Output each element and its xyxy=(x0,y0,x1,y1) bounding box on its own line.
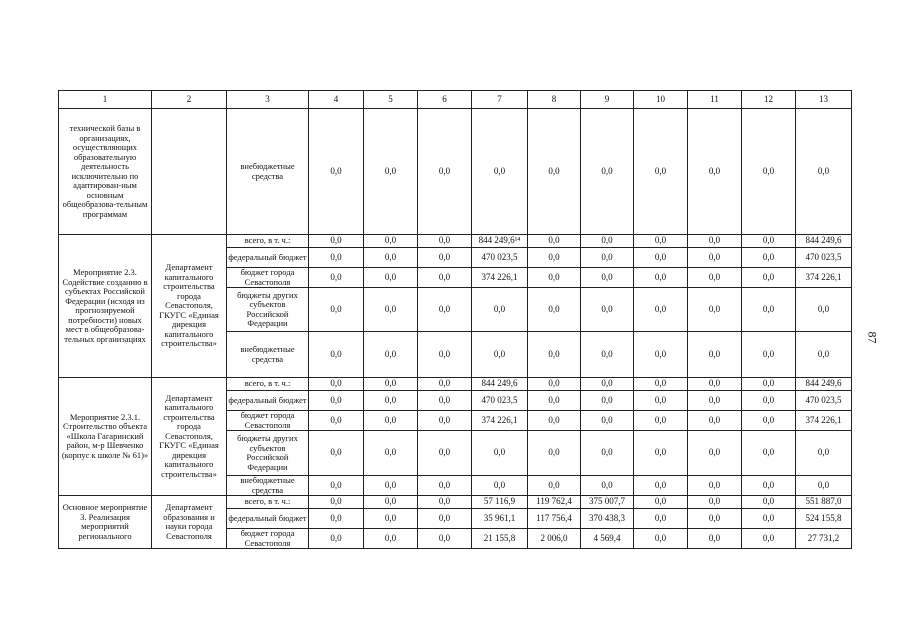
value-cell: 0,0 xyxy=(634,248,688,268)
value-cell: 844 249,6 xyxy=(796,378,852,391)
value-cell: 0,0 xyxy=(634,288,688,332)
header-cell: 10 xyxy=(634,91,688,109)
value-cell: 0,0 xyxy=(418,496,472,509)
header-cell: 11 xyxy=(688,91,742,109)
value-cell: 0,0 xyxy=(581,248,634,268)
value-cell: 0,0 xyxy=(796,431,852,476)
funding-source-cell: бюджет города Севастополя xyxy=(227,529,309,549)
value-cell: 0,0 xyxy=(634,391,688,411)
value-cell: 844 249,6¹⁴ xyxy=(472,235,528,248)
value-cell: 470 023,5 xyxy=(796,248,852,268)
funding-source-cell: федеральный бюджет xyxy=(227,391,309,411)
value-cell: 0,0 xyxy=(364,476,418,496)
value-cell: 470 023,5 xyxy=(796,391,852,411)
value-cell: 524 155,8 xyxy=(796,509,852,529)
table-row xyxy=(59,378,852,391)
table-row xyxy=(59,235,852,248)
value-cell: 0,0 xyxy=(472,332,528,378)
funding-source-cell: всего, в т. ч.: xyxy=(227,235,309,248)
value-cell: 0,0 xyxy=(688,476,742,496)
value-cell: 0,0 xyxy=(688,288,742,332)
value-cell: 0,0 xyxy=(364,288,418,332)
funding-source-cell: внебюджетные средства xyxy=(227,332,309,378)
value-cell: 0,0 xyxy=(364,268,418,288)
value-cell: 0,0 xyxy=(418,288,472,332)
value-cell: 0,0 xyxy=(581,332,634,378)
value-cell: 0,0 xyxy=(581,288,634,332)
value-cell: 0,0 xyxy=(364,109,418,235)
value-cell: 0,0 xyxy=(528,476,581,496)
value-cell: 0,0 xyxy=(364,509,418,529)
value-cell: 0,0 xyxy=(688,509,742,529)
value-cell: 0,0 xyxy=(528,411,581,431)
value-cell: 0,0 xyxy=(528,288,581,332)
value-cell: 0,0 xyxy=(528,268,581,288)
value-cell: 0,0 xyxy=(418,332,472,378)
header-cell: 9 xyxy=(581,91,634,109)
value-cell: 470 023,5 xyxy=(472,248,528,268)
value-cell: 0,0 xyxy=(364,411,418,431)
funding-source-cell: всего, в т. ч.: xyxy=(227,496,309,509)
funding-source-cell: федеральный бюджет xyxy=(227,248,309,268)
page-number: 87 xyxy=(865,331,880,344)
value-cell: 0,0 xyxy=(309,248,364,268)
value-cell: 0,0 xyxy=(364,235,418,248)
table-row xyxy=(59,109,852,235)
value-cell: 0,0 xyxy=(309,529,364,549)
value-cell: 0,0 xyxy=(688,496,742,509)
value-cell: 0,0 xyxy=(688,248,742,268)
value-cell: 0,0 xyxy=(418,509,472,529)
value-cell: 374 226,1 xyxy=(472,411,528,431)
value-cell: 0,0 xyxy=(528,248,581,268)
header-cell: 8 xyxy=(528,91,581,109)
value-cell: 0,0 xyxy=(581,476,634,496)
value-cell: 0,0 xyxy=(418,431,472,476)
value-cell: 2 006,0 xyxy=(528,529,581,549)
value-cell: 844 249,6 xyxy=(796,235,852,248)
value-cell: 0,0 xyxy=(309,332,364,378)
value-cell: 0,0 xyxy=(528,109,581,235)
value-cell: 0,0 xyxy=(742,378,796,391)
value-cell: 0,0 xyxy=(742,391,796,411)
header-cell: 13 xyxy=(796,91,852,109)
value-cell: 0,0 xyxy=(528,332,581,378)
value-cell: 0,0 xyxy=(634,496,688,509)
value-cell: 0,0 xyxy=(581,378,634,391)
funding-source-cell: бюджеты других субъектов Российской Федерации xyxy=(227,431,309,476)
value-cell: 0,0 xyxy=(309,391,364,411)
value-cell: 0,0 xyxy=(418,268,472,288)
executor-cell: Департамент образования и науки города Севастополя xyxy=(152,496,227,549)
value-cell: 0,0 xyxy=(634,332,688,378)
value-cell: 375 007,7 xyxy=(581,496,634,509)
value-cell: 0,0 xyxy=(634,529,688,549)
value-cell: 0,0 xyxy=(472,431,528,476)
value-cell: 0,0 xyxy=(528,431,581,476)
value-cell: 0,0 xyxy=(742,529,796,549)
value-cell: 844 249,6 xyxy=(472,378,528,391)
value-cell: 117 756,4 xyxy=(528,509,581,529)
value-cell: 374 226,1 xyxy=(472,268,528,288)
value-cell: 0,0 xyxy=(634,378,688,391)
activity-name-cell: Основное мероприятие 3. Реализация мероприятий регионального xyxy=(59,496,152,549)
value-cell: 0,0 xyxy=(581,109,634,235)
value-cell: 0,0 xyxy=(634,268,688,288)
executor-cell: Департамент капитального строительства города Севастополя, ГКУГС «Единая дирекция капитального строительства» xyxy=(152,378,227,496)
value-cell: 0,0 xyxy=(742,288,796,332)
value-cell: 27 731,2 xyxy=(796,529,852,549)
value-cell: 0,0 xyxy=(309,109,364,235)
value-cell: 0,0 xyxy=(472,476,528,496)
header-cell: 4 xyxy=(309,91,364,109)
value-cell: 0,0 xyxy=(418,248,472,268)
value-cell: 0,0 xyxy=(581,411,634,431)
value-cell: 0,0 xyxy=(688,529,742,549)
value-cell: 21 155,8 xyxy=(472,529,528,549)
funding-source-cell: бюджеты других субъектов Российской Федерации xyxy=(227,288,309,332)
value-cell: 0,0 xyxy=(418,529,472,549)
value-cell: 551 887,0 xyxy=(796,496,852,509)
value-cell: 0,0 xyxy=(309,476,364,496)
value-cell: 35 961,1 xyxy=(472,509,528,529)
funding-source-cell: внебюджетные средства xyxy=(227,476,309,496)
value-cell: 0,0 xyxy=(688,332,742,378)
value-cell: 0,0 xyxy=(634,431,688,476)
value-cell: 0,0 xyxy=(309,431,364,476)
value-cell: 0,0 xyxy=(688,411,742,431)
value-cell: 0,0 xyxy=(472,109,528,235)
value-cell: 0,0 xyxy=(634,235,688,248)
value-cell: 0,0 xyxy=(742,235,796,248)
value-cell: 0,0 xyxy=(418,109,472,235)
value-cell: 0,0 xyxy=(309,411,364,431)
funding-source-cell: всего, в т. ч.: xyxy=(227,378,309,391)
value-cell: 374 226,1 xyxy=(796,411,852,431)
value-cell: 0,0 xyxy=(742,411,796,431)
value-cell: 0,0 xyxy=(581,391,634,411)
value-cell: 0,0 xyxy=(742,496,796,509)
value-cell: 0,0 xyxy=(634,109,688,235)
value-cell: 0,0 xyxy=(634,476,688,496)
executor-cell: Департамент капитального строительства города Севастополя, ГКУГС «Единая дирекция капитального строительства» xyxy=(152,235,227,378)
value-cell: 0,0 xyxy=(364,391,418,411)
value-cell: 0,0 xyxy=(418,235,472,248)
header-cell: 7 xyxy=(472,91,528,109)
value-cell: 0,0 xyxy=(796,288,852,332)
value-cell: 0,0 xyxy=(418,391,472,411)
value-cell: 0,0 xyxy=(418,378,472,391)
activity-name-cell: технической базы в организациях, осуществляющих образовательную деятельность исключительно по адаптирован-ным основным общеобразова-тельным программам xyxy=(59,109,152,235)
table-row xyxy=(59,496,852,509)
value-cell: 0,0 xyxy=(581,431,634,476)
value-cell: 119 762,4 xyxy=(528,496,581,509)
activity-name-cell: Мероприятие 2.3.1. Строительство объекта «Школа Гагаринский район, м-р Шевченко (корпус к школе № 61)» xyxy=(59,378,152,496)
value-cell: 374 226,1 xyxy=(796,268,852,288)
activity-name-cell: Мероприятие 2.3. Содействие созданию в субъектах Российской Федерации (исходя из прогнозируемой потребности) новых мест в общеобразова-тельных организациях xyxy=(59,235,152,378)
value-cell: 0,0 xyxy=(528,378,581,391)
value-cell: 0,0 xyxy=(742,476,796,496)
value-cell: 0,0 xyxy=(418,476,472,496)
value-cell: 0,0 xyxy=(688,268,742,288)
value-cell: 0,0 xyxy=(364,496,418,509)
value-cell: 0,0 xyxy=(688,378,742,391)
value-cell: 0,0 xyxy=(796,332,852,378)
value-cell: 0,0 xyxy=(309,268,364,288)
value-cell: 57 116,9 xyxy=(472,496,528,509)
value-cell: 370 438,3 xyxy=(581,509,634,529)
executor-cell xyxy=(152,109,227,235)
header-cell: 2 xyxy=(152,91,227,109)
value-cell: 0,0 xyxy=(309,496,364,509)
value-cell: 0,0 xyxy=(364,378,418,391)
value-cell: 0,0 xyxy=(742,431,796,476)
funding-source-cell: бюджет города Севастополя xyxy=(227,411,309,431)
funding-source-cell: внебюджетные средства xyxy=(227,109,309,235)
value-cell: 0,0 xyxy=(742,248,796,268)
value-cell: 0,0 xyxy=(742,268,796,288)
value-cell: 0,0 xyxy=(309,235,364,248)
value-cell: 0,0 xyxy=(309,288,364,332)
value-cell: 0,0 xyxy=(364,431,418,476)
value-cell: 0,0 xyxy=(581,268,634,288)
value-cell: 0,0 xyxy=(796,109,852,235)
value-cell: 0,0 xyxy=(528,235,581,248)
funding-source-cell: федеральный бюджет xyxy=(227,509,309,529)
value-cell: 0,0 xyxy=(688,431,742,476)
header-cell: 6 xyxy=(418,91,472,109)
value-cell: 0,0 xyxy=(364,332,418,378)
value-cell: 0,0 xyxy=(688,391,742,411)
budget-table xyxy=(58,90,852,549)
value-cell: 0,0 xyxy=(796,476,852,496)
value-cell: 0,0 xyxy=(634,411,688,431)
value-cell: 470 023,5 xyxy=(472,391,528,411)
value-cell: 0,0 xyxy=(472,288,528,332)
value-cell: 0,0 xyxy=(634,509,688,529)
value-cell: 0,0 xyxy=(742,332,796,378)
value-cell: 0,0 xyxy=(309,378,364,391)
value-cell: 0,0 xyxy=(528,391,581,411)
value-cell: 0,0 xyxy=(742,509,796,529)
value-cell: 0,0 xyxy=(688,109,742,235)
header-cell: 3 xyxy=(227,91,309,109)
funding-source-cell: бюджет города Севастополя xyxy=(227,268,309,288)
header-cell: 5 xyxy=(364,91,418,109)
header-row xyxy=(59,91,852,109)
value-cell: 0,0 xyxy=(364,529,418,549)
value-cell: 0,0 xyxy=(309,509,364,529)
header-cell: 12 xyxy=(742,91,796,109)
header-cell: 1 xyxy=(59,91,152,109)
value-cell: 0,0 xyxy=(581,235,634,248)
value-cell: 0,0 xyxy=(364,248,418,268)
value-cell: 0,0 xyxy=(688,235,742,248)
value-cell: 0,0 xyxy=(418,411,472,431)
value-cell: 4 569,4 xyxy=(581,529,634,549)
value-cell: 0,0 xyxy=(742,109,796,235)
